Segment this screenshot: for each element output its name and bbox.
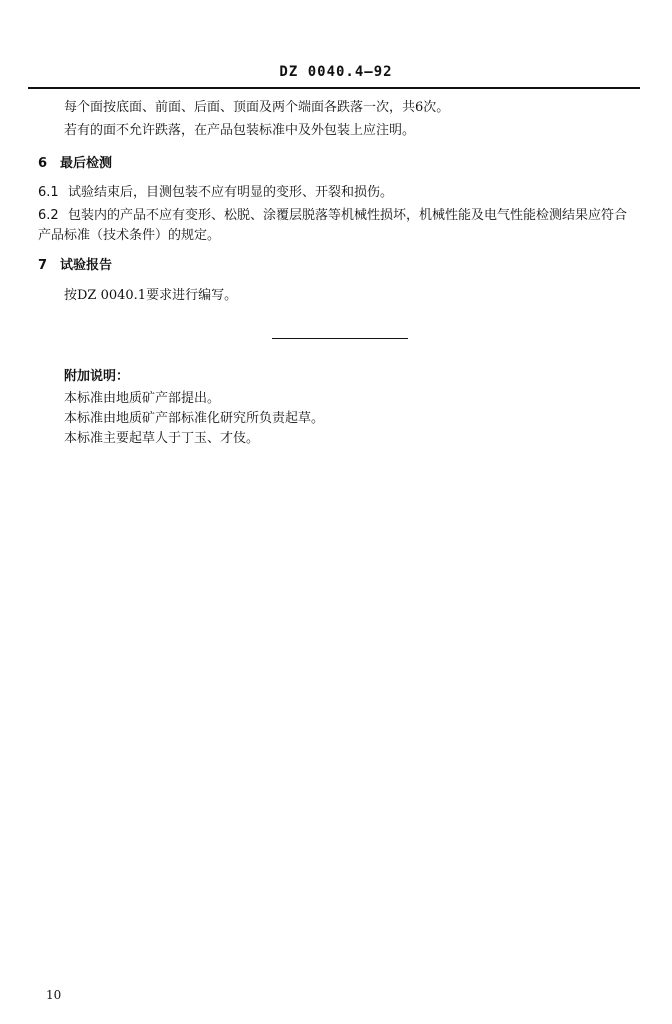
page-number: 10 [46, 988, 62, 1002]
section-7-heading [38, 257, 112, 275]
section-7-number: 7 [38, 258, 48, 273]
notes-line-1: 本标准由地质矿产部提出。 [64, 391, 221, 406]
section-6-heading [38, 155, 112, 173]
section-7-title: 试验报告 [60, 258, 113, 273]
item-6-1-text: 试验结束后，目测包装不应有明显的变形、开裂和损伤。 [68, 185, 394, 200]
notes-line-2: 本标准由地质矿产部标准化研究所负责起草。 [64, 411, 325, 426]
section-6-number: 6 [38, 156, 48, 171]
header-rule [28, 87, 640, 89]
item-6-2-continuation: 产品标准（技术条件）的规定。 [38, 228, 221, 243]
item-6-1-number: 6.1 [38, 185, 59, 200]
notes-line-3: 本标准主要起草人于丁玉、才伎。 [64, 431, 260, 446]
item-6-2 [38, 207, 627, 225]
item-6-2-text: 包装内的产品不应有变形、松脱、涂覆层脱落等机械性损坏，机械性能及电气性能检测结果应符合 [68, 208, 628, 223]
item-6-2-number: 6.2 [38, 208, 59, 223]
section-6-title: 最后检测 [60, 156, 113, 171]
item-7-text: 按DZ 0040.1要求进行编写。 [64, 288, 238, 303]
end-of-text-rule [272, 338, 408, 339]
notes-title: 附加说明： [64, 369, 130, 384]
item-6-1 [38, 184, 393, 202]
drop-test-paragraph-2: 若有的面不允许跌落，在产品包装标准中及外包装上应注明。 [64, 123, 416, 138]
drop-test-paragraph-1: 每个面按底面、前面、后面、顶面及两个端面各跌落一次，共6次。 [64, 100, 450, 115]
standard-code-header: DZ 0040.4—92 [279, 64, 393, 80]
